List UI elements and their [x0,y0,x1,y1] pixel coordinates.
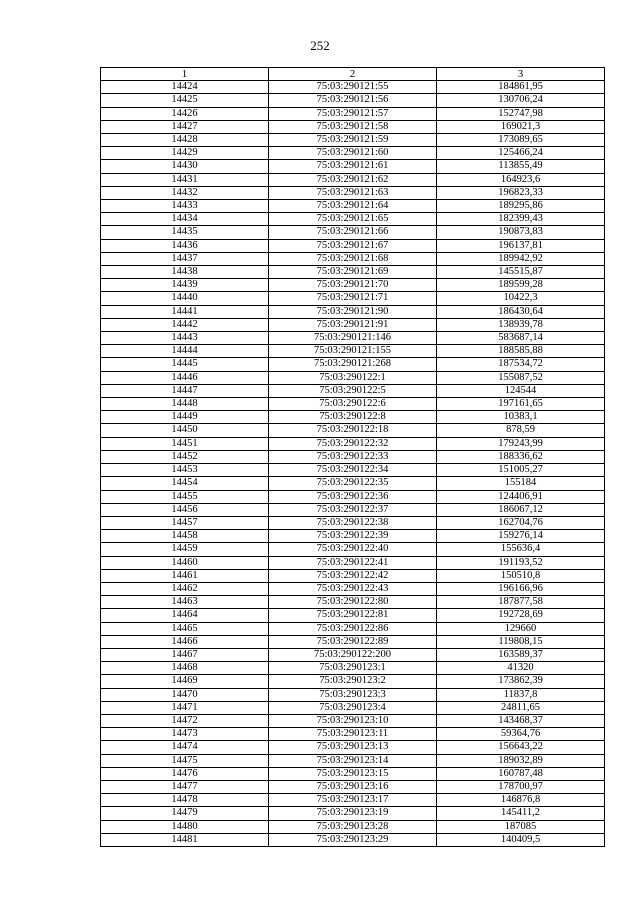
value-cell: 41320 [437,662,605,675]
value-cell: 188585,88 [437,345,605,358]
value-cell: 173862,39 [437,675,605,688]
table-row [101,807,605,820]
table-row [101,794,605,807]
value-cell: 169021,3 [437,120,605,133]
row-number-cell: 14443 [101,332,269,345]
row-number-cell: 14459 [101,543,269,556]
column-header-1: 1 [101,68,269,81]
value-cell: 59364,76 [437,728,605,741]
table-row [101,200,605,213]
cadastral-number-cell: 75:03:290123:4 [269,701,437,714]
cadastral-number-cell: 75:03:290122:38 [269,516,437,529]
row-number-cell: 14462 [101,582,269,595]
cadastral-number-cell: 75:03:290121:58 [269,120,437,133]
row-number-cell: 14439 [101,279,269,292]
cadastral-number-cell: 75:03:290122:35 [269,477,437,490]
value-cell: 138939,78 [437,318,605,331]
table-row [101,622,605,635]
row-number-cell: 14454 [101,477,269,490]
table-row [101,688,605,701]
row-number-cell: 14434 [101,213,269,226]
cadastral-number-cell: 75:03:290121:90 [269,305,437,318]
cadastral-number-cell: 75:03:290122:200 [269,648,437,661]
row-number-cell: 14467 [101,648,269,661]
value-cell: 130706,24 [437,94,605,107]
cadastral-number-cell: 75:03:290123:29 [269,833,437,846]
cadastral-number-cell: 75:03:290121:59 [269,134,437,147]
cadastral-number-cell: 75:03:290122:32 [269,437,437,450]
cadastral-number-cell: 75:03:290123:13 [269,741,437,754]
value-cell: 173089,65 [437,134,605,147]
row-number-cell: 14453 [101,464,269,477]
table-row [101,252,605,265]
value-cell: 184861,95 [437,81,605,94]
cadastral-number-cell: 75:03:290121:69 [269,266,437,279]
table-row [101,701,605,714]
value-cell: 182399,43 [437,213,605,226]
cadastral-number-cell: 75:03:290121:71 [269,292,437,305]
row-number-cell: 14431 [101,173,269,186]
value-cell: 179243,99 [437,437,605,450]
value-cell: 156643,22 [437,741,605,754]
cadastral-number-cell: 75:03:290122:36 [269,490,437,503]
table-row [101,107,605,120]
row-number-cell: 14433 [101,200,269,213]
value-cell: 186067,12 [437,503,605,516]
value-cell: 878,59 [437,424,605,437]
value-cell: 140409,5 [437,833,605,846]
value-cell: 143468,37 [437,714,605,727]
table-row [101,833,605,846]
value-cell: 197161,65 [437,398,605,411]
cadastral-number-cell: 75:03:290123:15 [269,767,437,780]
value-cell: 186430,64 [437,305,605,318]
row-number-cell: 14477 [101,780,269,793]
value-cell: 163589,37 [437,648,605,661]
cadastral-number-cell: 75:03:290122:40 [269,543,437,556]
value-cell: 187085 [437,820,605,833]
row-number-cell: 14476 [101,767,269,780]
row-number-cell: 14442 [101,318,269,331]
cadastral-number-cell: 75:03:290123:2 [269,675,437,688]
row-number-cell: 14445 [101,358,269,371]
table-row [101,305,605,318]
value-cell: 155184 [437,477,605,490]
table-row [101,239,605,252]
cadastral-number-cell: 75:03:290122:39 [269,530,437,543]
value-cell: 192728,69 [437,609,605,622]
column-header-3: 3 [437,68,605,81]
table-row [101,543,605,556]
data-table [100,67,605,847]
table-row [101,424,605,437]
value-cell: 11837,8 [437,688,605,701]
cadastral-number-cell: 75:03:290121:66 [269,226,437,239]
cadastral-number-cell: 75:03:290121:67 [269,239,437,252]
row-number-cell: 14424 [101,81,269,94]
table-header [101,68,605,81]
value-cell: 196166,96 [437,582,605,595]
row-number-cell: 14455 [101,490,269,503]
table-row [101,450,605,463]
row-number-cell: 14460 [101,556,269,569]
value-cell: 124406,91 [437,490,605,503]
row-number-cell: 14473 [101,728,269,741]
cadastral-number-cell: 75:03:290121:56 [269,94,437,107]
table-row [101,477,605,490]
table-row [101,675,605,688]
value-cell: 196823,33 [437,186,605,199]
value-cell: 10383,1 [437,411,605,424]
table-row [101,94,605,107]
row-number-cell: 14468 [101,662,269,675]
table-row [101,398,605,411]
table-body [101,81,605,847]
cadastral-number-cell: 75:03:290122:86 [269,622,437,635]
row-number-cell: 14452 [101,450,269,463]
cadastral-number-cell: 75:03:290121:57 [269,107,437,120]
row-number-cell: 14425 [101,94,269,107]
cadastral-number-cell: 75:03:290123:28 [269,820,437,833]
value-cell: 189032,89 [437,754,605,767]
table-row [101,464,605,477]
row-number-cell: 14435 [101,226,269,239]
cadastral-number-cell: 75:03:290121:70 [269,279,437,292]
value-cell: 155087,52 [437,371,605,384]
row-number-cell: 14469 [101,675,269,688]
table-row [101,371,605,384]
cadastral-number-cell: 75:03:290123:11 [269,728,437,741]
cadastral-number-cell: 75:03:290121:60 [269,147,437,160]
cadastral-number-cell: 75:03:290122:89 [269,635,437,648]
value-cell: 151005,27 [437,464,605,477]
row-number-cell: 14480 [101,820,269,833]
table-row [101,332,605,345]
value-cell: 119808,15 [437,635,605,648]
value-cell: 125466,24 [437,147,605,160]
value-cell: 129660 [437,622,605,635]
table-row [101,582,605,595]
value-cell: 188336,62 [437,450,605,463]
cadastral-number-cell: 75:03:290122:18 [269,424,437,437]
table-row [101,134,605,147]
value-cell: 152747,98 [437,107,605,120]
row-number-cell: 14441 [101,305,269,318]
table-row [101,609,605,622]
value-cell: 124544 [437,384,605,397]
cadastral-number-cell: 75:03:290121:61 [269,160,437,173]
table-row [101,662,605,675]
table-row [101,530,605,543]
row-number-cell: 14451 [101,437,269,450]
cadastral-number-cell: 75:03:290121:91 [269,318,437,331]
row-number-cell: 14438 [101,266,269,279]
table-row [101,490,605,503]
cadastral-number-cell: 75:03:290122:6 [269,398,437,411]
table-row [101,81,605,94]
value-cell: 190873,83 [437,226,605,239]
cadastral-number-cell: 75:03:290122:41 [269,556,437,569]
value-cell: 164923,6 [437,173,605,186]
table-row [101,213,605,226]
cadastral-number-cell: 75:03:290122:80 [269,596,437,609]
table-row [101,266,605,279]
row-number-cell: 14450 [101,424,269,437]
cadastral-number-cell: 75:03:290123:10 [269,714,437,727]
row-number-cell: 14479 [101,807,269,820]
table-row [101,279,605,292]
column-header-2: 2 [269,68,437,81]
row-number-cell: 14446 [101,371,269,384]
row-number-cell: 14461 [101,569,269,582]
table-row [101,767,605,780]
row-number-cell: 14447 [101,384,269,397]
table-row [101,728,605,741]
table-row [101,384,605,397]
table-row [101,556,605,569]
cadastral-number-cell: 75:03:290123:3 [269,688,437,701]
cadastral-number-cell: 75:03:290121:65 [269,213,437,226]
table-row [101,596,605,609]
row-number-cell: 14458 [101,530,269,543]
table-row [101,648,605,661]
cadastral-number-cell: 75:03:290123:1 [269,662,437,675]
value-cell: 583687,14 [437,332,605,345]
table-row [101,754,605,767]
table-row [101,516,605,529]
page-number: 252 [310,38,330,53]
value-cell: 159276,14 [437,530,605,543]
row-number-cell: 14471 [101,701,269,714]
value-cell: 178700,97 [437,780,605,793]
table-row [101,358,605,371]
row-number-cell: 14481 [101,833,269,846]
row-number-cell: 14430 [101,160,269,173]
table-row [101,714,605,727]
cadastral-number-cell: 75:03:290123:19 [269,807,437,820]
row-number-cell: 14465 [101,622,269,635]
row-number-cell: 14432 [101,186,269,199]
row-number-cell: 14429 [101,147,269,160]
cadastral-number-cell: 75:03:290123:16 [269,780,437,793]
row-number-cell: 14466 [101,635,269,648]
row-number-cell: 14474 [101,741,269,754]
value-cell: 189942,92 [437,252,605,265]
row-number-cell: 14437 [101,252,269,265]
table-row [101,120,605,133]
table-row [101,292,605,305]
row-number-cell: 14478 [101,794,269,807]
cadastral-number-cell: 75:03:290121:146 [269,332,437,345]
value-cell: 155636,4 [437,543,605,556]
table-row [101,345,605,358]
table-row [101,635,605,648]
value-cell: 145411,2 [437,807,605,820]
table-row [101,186,605,199]
value-cell: 196137,81 [437,239,605,252]
table-row [101,780,605,793]
row-number-cell: 14426 [101,107,269,120]
cadastral-number-cell: 75:03:290121:62 [269,173,437,186]
value-cell: 189599,28 [437,279,605,292]
cadastral-number-cell: 75:03:290122:33 [269,450,437,463]
cadastral-number-cell: 75:03:290122:37 [269,503,437,516]
table-row [101,741,605,754]
value-cell: 189295,86 [437,200,605,213]
table-row [101,226,605,239]
table-row [101,173,605,186]
cadastral-number-cell: 75:03:290122:81 [269,609,437,622]
value-cell: 150510,8 [437,569,605,582]
cadastral-number-cell: 75:03:290122:1 [269,371,437,384]
cadastral-number-cell: 75:03:290121:63 [269,186,437,199]
cadastral-number-cell: 75:03:290121:55 [269,81,437,94]
row-number-cell: 14470 [101,688,269,701]
table-row [101,569,605,582]
row-number-cell: 14449 [101,411,269,424]
row-number-cell: 14472 [101,714,269,727]
value-cell: 146876,8 [437,794,605,807]
cadastral-number-cell: 75:03:290123:14 [269,754,437,767]
row-number-cell: 14444 [101,345,269,358]
cadastral-number-cell: 75:03:290123:17 [269,794,437,807]
row-number-cell: 14436 [101,239,269,252]
header-row [101,68,605,81]
table-row [101,160,605,173]
row-number-cell: 14456 [101,503,269,516]
table-row [101,820,605,833]
row-number-cell: 14475 [101,754,269,767]
row-number-cell: 14464 [101,609,269,622]
cadastral-number-cell: 75:03:290121:155 [269,345,437,358]
value-cell: 113855,49 [437,160,605,173]
cadastral-number-cell: 75:03:290122:43 [269,582,437,595]
cadastral-number-cell: 75:03:290122:8 [269,411,437,424]
table-row [101,503,605,516]
row-number-cell: 14448 [101,398,269,411]
value-cell: 10422,3 [437,292,605,305]
value-cell: 160787,48 [437,767,605,780]
cadastral-number-cell: 75:03:290121:64 [269,200,437,213]
row-number-cell: 14440 [101,292,269,305]
cadastral-number-cell: 75:03:290121:68 [269,252,437,265]
table-row [101,437,605,450]
cadastral-number-cell: 75:03:290121:268 [269,358,437,371]
row-number-cell: 14463 [101,596,269,609]
value-cell: 187534,72 [437,358,605,371]
table-row [101,411,605,424]
value-cell: 191193,52 [437,556,605,569]
row-number-cell: 14457 [101,516,269,529]
cadastral-number-cell: 75:03:290122:42 [269,569,437,582]
cadastral-number-cell: 75:03:290122:34 [269,464,437,477]
value-cell: 24811,65 [437,701,605,714]
table-row [101,147,605,160]
value-cell: 145515,87 [437,266,605,279]
value-cell: 162704,76 [437,516,605,529]
row-number-cell: 14427 [101,120,269,133]
row-number-cell: 14428 [101,134,269,147]
value-cell: 187877,58 [437,596,605,609]
table-row [101,318,605,331]
cadastral-number-cell: 75:03:290122:5 [269,384,437,397]
